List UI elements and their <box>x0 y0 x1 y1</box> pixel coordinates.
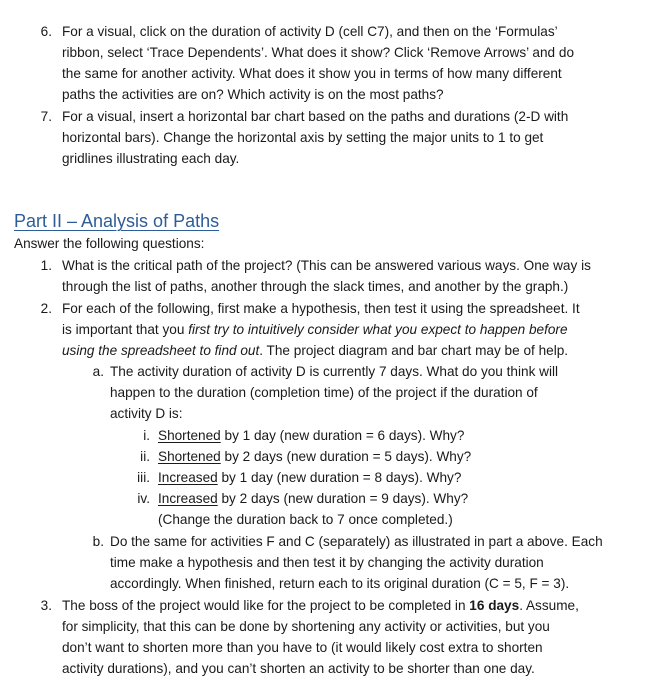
text-line <box>158 447 471 467</box>
text-line: gridlines illustrating each day. <box>62 151 240 166</box>
text-line: The activity duration of activity D is currently 7 days. What do you think will <box>110 364 559 379</box>
text-line <box>158 468 461 488</box>
text-line: Do the same for activities F and C (separately) as illustrated in part a above. Each <box>110 534 603 549</box>
text-line <box>62 596 579 616</box>
list-number: 3. <box>40 598 52 613</box>
list-roman: iv. <box>137 491 150 506</box>
italic-text: using the spreadsheet to find out <box>62 343 260 358</box>
text-line: through the list of paths, another through the slack times, and another by the graph.) <box>62 279 569 294</box>
list-number: 6. <box>40 24 52 39</box>
text-span: by 1 day (new duration = 8 days). Why? <box>217 470 462 485</box>
underlined-text: Increased <box>158 470 218 485</box>
text-line: paths the activities are on? Which activity is on the most paths? <box>62 87 444 102</box>
text-span: by 1 day (new duration = 6 days). Why? <box>220 428 465 443</box>
text-line: horizontal bars). Change the horizontal axis by setting the major units to 1 to get <box>62 130 544 145</box>
underlined-text: Shortened <box>158 428 221 443</box>
text-line: (Change the duration back to 7 once completed.) <box>158 512 453 527</box>
text-line <box>158 426 464 446</box>
bold-text: 16 days <box>469 598 520 613</box>
text-line: For a visual, click on the duration of activity D (cell C7), and then on the ‘Formulas’ <box>62 24 558 39</box>
text-line: For each of the following, first make a hypothesis, then test it using the spreadsheet. It <box>62 301 580 316</box>
text-line: happen to the duration (completion time) of the project if the duration of <box>110 385 538 400</box>
text-span: . Assume, <box>519 598 579 613</box>
text-span: by 2 days (new duration = 9 days). Why? <box>217 491 469 506</box>
text-span: by 2 days (new duration = 5 days). Why? <box>220 449 472 464</box>
list-roman: ii. <box>140 449 150 464</box>
underlined-text: Increased <box>158 491 218 506</box>
text-span: is important that you <box>62 322 189 337</box>
italic-text: first try to intuitively consider what you expect to happen before <box>188 322 568 337</box>
text-line: For a visual, insert a horizontal bar chart based on the paths and durations (2-D with <box>62 109 569 124</box>
list-number: 1. <box>40 258 52 273</box>
list-letter: b. <box>92 534 104 549</box>
text-line: for simplicity, that this can be done by shortening any activity or activities, but you <box>62 619 550 634</box>
list-letter: a. <box>92 364 104 379</box>
underlined-text: Shortened <box>158 449 221 464</box>
section-heading: Part II – Analysis of Paths <box>14 211 220 231</box>
list-roman: i. <box>143 428 150 443</box>
text-line: don’t want to shorten more than you have to (it would likely cost extra to shorten <box>62 640 543 655</box>
text-span: . The project diagram and bar chart may be of help. <box>259 343 569 358</box>
list-number: 2. <box>40 301 52 316</box>
text-line: the same for another activity. What does it show you in terms of how many different <box>62 66 562 81</box>
list-number: 7. <box>40 109 52 124</box>
intro-text: Answer the following questions: <box>14 236 205 251</box>
text-line: activity D is: <box>110 406 183 421</box>
text-line: time make a hypothesis and then test it by changing the activity duration <box>110 555 544 570</box>
text-line <box>62 341 568 361</box>
text-line: accordingly. When finished, return each to its original duration (C = 5, F = 3). <box>110 576 570 591</box>
text-line <box>158 489 468 509</box>
text-span: The boss of the project would like for the project to be completed in <box>62 598 470 613</box>
text-line: ribbon, select ‘Trace Dependents’. What does it show? Click ‘Remove Arrows’ and do <box>62 45 575 60</box>
text-line: activity durations), and you can’t shorten an activity to be shorter than one day. <box>62 661 535 676</box>
list-roman: iii. <box>137 470 150 485</box>
text-line <box>62 320 568 340</box>
text-line: What is the critical path of the project? (This can be answered various ways. One way is <box>62 258 591 273</box>
